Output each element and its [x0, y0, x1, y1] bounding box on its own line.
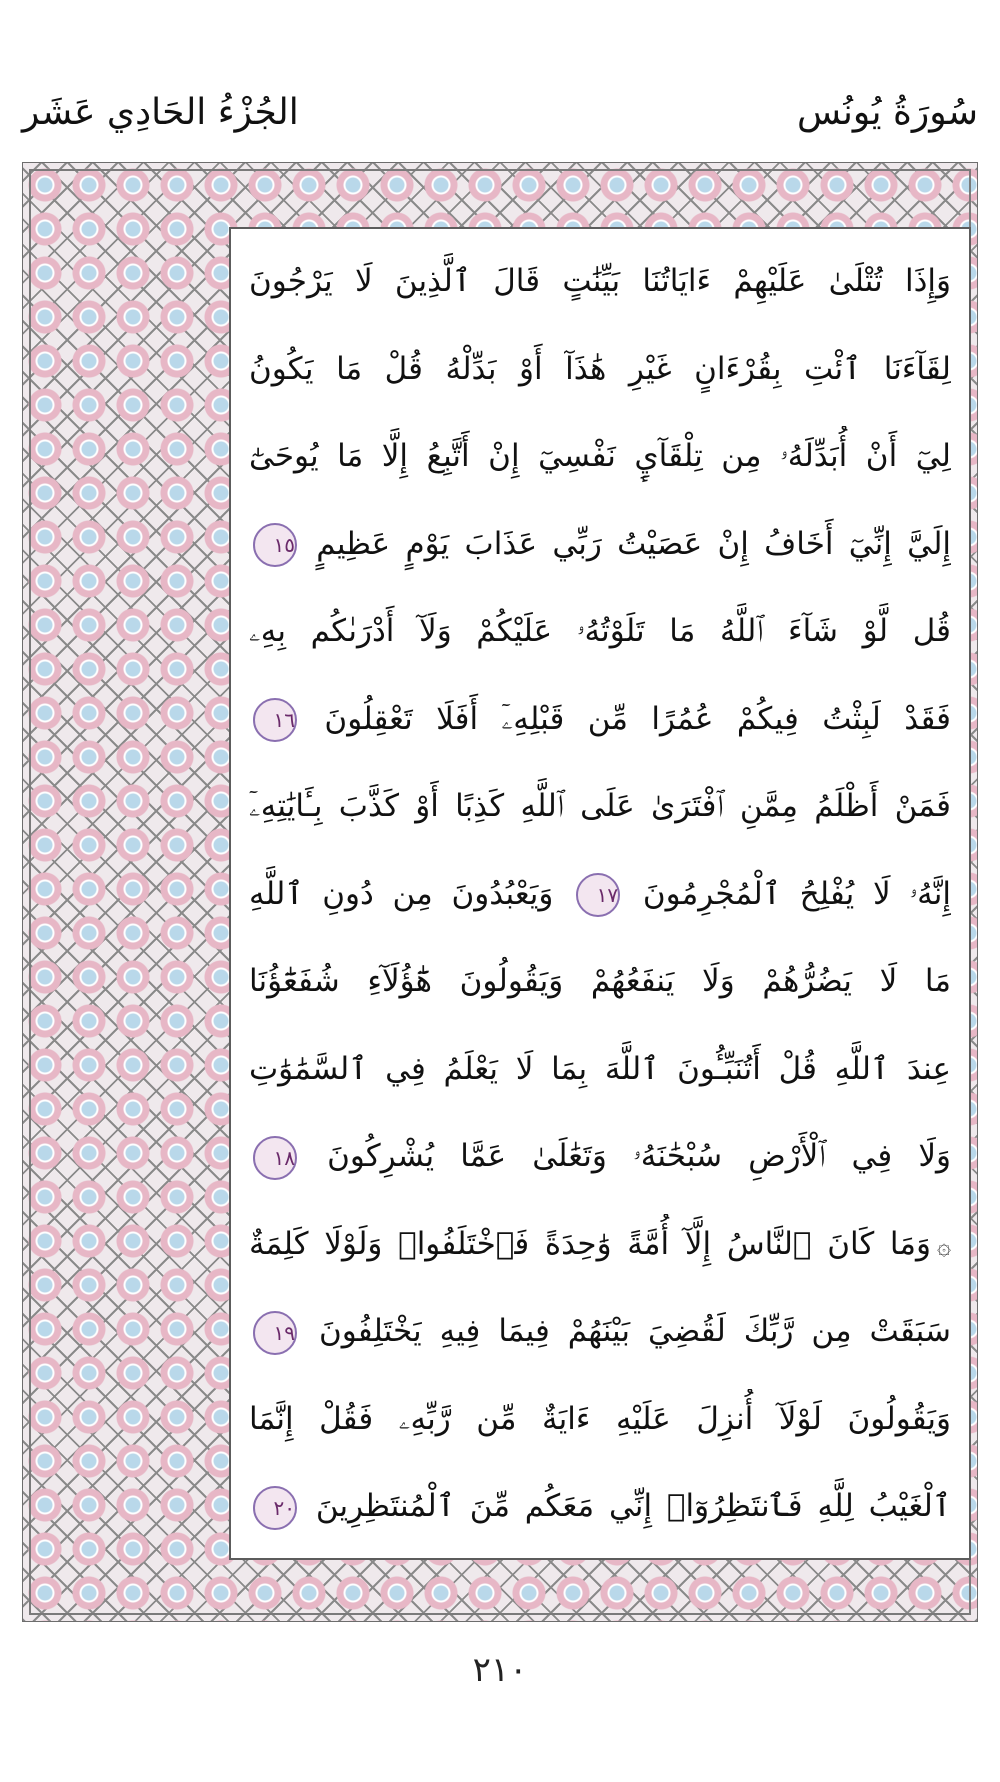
text-panel	[229, 227, 971, 1560]
line-text: سَبَقَتْ مِن رَّبِّكَ لَقُضِيَ بَيْنَهُمْ فِيمَا فِيهِ يَخْتَلِفُونَ	[318, 1313, 951, 1349]
text-line	[249, 1126, 951, 1186]
text-lines	[231, 229, 969, 1558]
text-line	[249, 1389, 951, 1449]
ayah-number-marker: ٢٠	[253, 1486, 297, 1530]
line-text-continuation: وَيَعْبُدُونَ مِن دُونِ ٱللَّهِ	[249, 875, 554, 912]
text-line	[249, 1301, 951, 1361]
text-line	[249, 1214, 951, 1274]
line-text: إِلَيَّ إِنِّيٓ أَخَافُ إِنْ عَصَيْتُ رَبِّي عَذَابَ يَوْمٍ عَظِيمٍ	[316, 525, 951, 562]
line-text: فَقَدْ لَبِثْتُ فِيكُمْ عُمُرًا مِّن قَبْلِهِۦٓ أَفَلَا تَعْقِلُونَ	[324, 700, 951, 737]
surah-title: سُورَةُ يُونُس	[797, 92, 978, 133]
text-line	[249, 951, 951, 1011]
rub-el-hizb-icon: ۞	[936, 1231, 951, 1260]
line-text: لِقَآءَنَا ٱئْتِ بِقُرْءَانٍ غَيْرِ هَٰذَآ أَوْ بَدِّلْهُ قُلْ مَا يَكُونُ	[249, 350, 951, 387]
page-number: ٢١٠	[472, 1650, 528, 1690]
text-line	[249, 864, 951, 924]
ayah-number-marker: ١٥	[253, 523, 297, 567]
text-line	[249, 689, 951, 749]
line-text: مَا لَا يَضُرُّهُمْ وَلَا يَنفَعُهُمْ وَيَقُولُونَ هَٰٓؤُلَآءِ شُفَعَٰٓؤُنَا	[249, 963, 951, 999]
text-line	[249, 514, 951, 574]
line-text: وَإِذَا تُتْلَىٰ عَلَيْهِمْ ءَايَاتُنَا بَيِّنَٰتٍ قَالَ ٱلَّذِينَ لَا يَرْجُونَ	[249, 263, 951, 299]
line-text: قُل لَّوْ شَآءَ ٱللَّهُ مَا تَلَوْتُهُۥ عَلَيْكُمْ وَلَآ أَدْرَىٰكُم بِهِۦ	[249, 613, 951, 649]
line-text: ٱلْغَيْبُ لِلَّهِ فَٱنتَظِرُوٓا۟ إِنِّي مَعَكُم مِّنَ ٱلْمُنتَظِرِينَ	[315, 1488, 951, 1524]
text-line	[249, 251, 951, 311]
text-line	[249, 1476, 951, 1536]
text-line	[249, 601, 951, 661]
line-text: وَيَقُولُونَ لَوْلَآ أُنزِلَ عَلَيْهِ ءَايَةٌ مِّن رَّبِّهِۦ فَقُلْ إِنَّمَا	[249, 1400, 951, 1437]
line-text: عِندَ ٱللَّهِ قُلْ أَتُنَبِّـُٔونَ ٱللَّهَ بِمَا لَا يَعْلَمُ فِي ٱلسَّمَٰوَٰتِ	[249, 1050, 951, 1087]
ayah-number-marker: ١٩	[253, 1311, 297, 1355]
ayah-number-marker: ١٦	[253, 698, 297, 742]
juz-title: الجُزْءُ الحَادِي عَشَر	[22, 92, 299, 133]
text-line	[249, 1039, 951, 1099]
text-line	[249, 426, 951, 486]
line-text: لِيٓ أَنْ أُبَدِّلَهُۥ مِن تِلْقَآيِٕ نَفْسِيٓ إِنْ أَتَّبِعُ إِلَّا مَا يُوحَىٰٓ	[249, 438, 951, 474]
ayah-number-marker: ١٨	[253, 1136, 297, 1180]
line-text: إِنَّهُۥ لَا يُفْلِحُ ٱلْمُجْرِمُونَ	[642, 875, 951, 912]
line-text: وَلَا فِي ٱلْأَرْضِ سُبْحَٰنَهُۥ وَتَعَٰلَىٰ عَمَّا يُشْرِكُونَ	[327, 1138, 951, 1174]
text-line	[249, 339, 951, 399]
ayah-number-marker: ١٧	[576, 873, 620, 917]
running-header	[22, 92, 978, 144]
text-line	[249, 776, 951, 836]
line-text: فَمَنْ أَظْلَمُ مِمَّنِ ٱفْتَرَىٰ عَلَى ٱللَّهِ كَذِبًا أَوْ كَذَّبَ بِـَٔايَٰتِهِۦٓ	[249, 788, 951, 824]
line-text: وَمَا كَانَ ٱلنَّاسُ إِلَّآ أُمَّةً وَٰحِدَةً فَٱخْتَلَفُوا۟ وَلَوْلَا كَلِمَةٌ	[249, 1225, 931, 1262]
